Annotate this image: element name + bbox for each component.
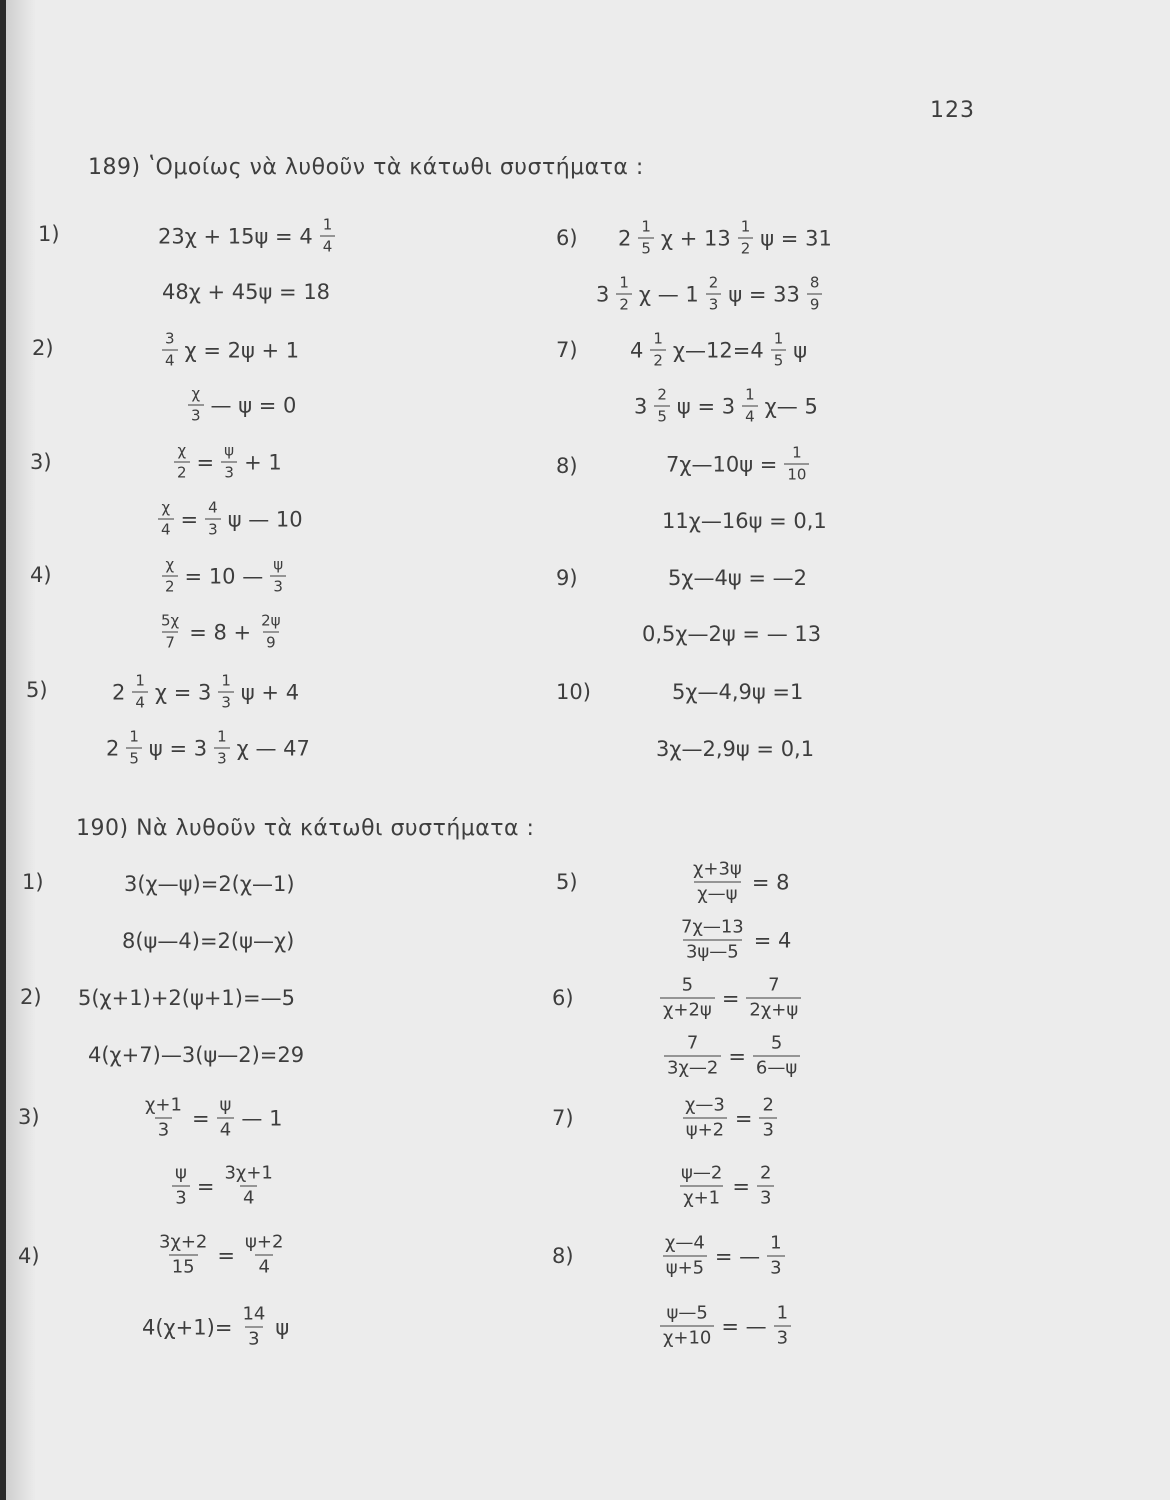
fraction-denominator: 4 [132, 692, 148, 711]
fraction-denominator: 9 [807, 294, 823, 313]
fraction [807, 273, 823, 314]
equation-text: 11χ—16ψ = 0,1 [662, 509, 827, 533]
fraction-numerator: 1 [773, 329, 784, 348]
fraction-denominator: 3 [218, 692, 234, 711]
equation-text: 0,5χ—2ψ = — 13 [642, 622, 822, 646]
fraction [188, 384, 204, 425]
equation-189-2-b [186, 384, 297, 425]
fraction [753, 1032, 800, 1079]
fraction [270, 555, 286, 596]
fraction [767, 1232, 784, 1279]
problem-label-189-8: 8) [556, 454, 578, 478]
equation-190-4-b [142, 1303, 290, 1350]
fraction-numerator: 7 [768, 974, 780, 996]
equation-189-2-a [160, 329, 300, 370]
equation-text: 7χ—10ψ = [666, 452, 778, 476]
equation-text: 4(χ+1)= [142, 1315, 233, 1339]
fraction-denominator: χ+10 [660, 1326, 714, 1348]
fraction-denominator: 4 [255, 1255, 272, 1277]
equation-190-2-a [78, 986, 295, 1010]
equation-189-1-b [162, 280, 330, 304]
fraction-numerator: ψ—5 [666, 1302, 708, 1324]
fraction-denominator: 5 [771, 350, 787, 369]
equation-text: = [180, 507, 199, 531]
equation-text: 3χ—2,9ψ = 0,1 [656, 737, 815, 761]
problem-label-189-2: 2) [32, 336, 54, 360]
fraction [660, 974, 715, 1021]
problem-label-189-10: 10) [556, 680, 591, 704]
fraction [774, 1302, 791, 1349]
fraction-numerator: χ+1 [145, 1094, 182, 1116]
fraction-numerator: ψ—2 [681, 1162, 723, 1184]
fraction-denominator: 7 [162, 632, 178, 651]
equation-text: = 4 [753, 928, 792, 952]
fraction-denominator: χ—ψ [694, 882, 740, 904]
fraction [221, 441, 237, 482]
fraction [616, 273, 632, 314]
equation-text: — 1 [241, 1106, 283, 1130]
page-shade [6, 0, 36, 1500]
fraction-numerator: χ—3 [685, 1094, 725, 1116]
equation-190-8-b [658, 1302, 793, 1349]
fraction [662, 1232, 708, 1279]
fraction [142, 1094, 185, 1141]
equation-190-7-a [680, 1094, 779, 1141]
equation-text: 4 [630, 338, 644, 362]
equation-189-8-b [662, 509, 827, 533]
fraction-numerator: 1 [653, 329, 663, 348]
fraction-numerator: χ+3ψ [693, 858, 742, 880]
fraction [205, 498, 221, 539]
equation-190-2-b [88, 1043, 304, 1067]
fraction-denominator: 5 [126, 748, 142, 767]
equation-189-3-b [156, 498, 303, 539]
equation-text: χ— 5 [764, 394, 818, 418]
fraction [218, 671, 234, 712]
fraction-numerator: 2 [708, 273, 719, 292]
fraction-denominator: 2 [616, 294, 632, 313]
fraction-numerator: χ [191, 384, 201, 403]
equation-text: χ — 47 [236, 736, 310, 760]
fraction-denominator: 4 [320, 236, 336, 255]
fraction-numerator: ψ [219, 1094, 232, 1116]
equation-189-1-a [158, 215, 337, 256]
fraction [771, 329, 787, 370]
fraction-denominator: 2 [162, 576, 178, 595]
fraction-denominator: 4 [217, 1118, 234, 1140]
fraction [678, 916, 747, 963]
equation-text: = 10 — [184, 564, 264, 588]
equation-text: = [196, 450, 215, 474]
fraction-numerator: 1 [770, 1232, 782, 1254]
equation-190-4-a [154, 1231, 288, 1278]
equation-text: ψ = 3 [676, 394, 736, 418]
fraction-numerator: χ [161, 498, 171, 517]
fraction-numerator: 1 [619, 273, 629, 292]
fraction-numerator: 14 [242, 1303, 266, 1325]
fraction [162, 329, 178, 370]
fraction-denominator: 3 [214, 748, 230, 767]
equation-text: + 1 [244, 450, 282, 474]
fraction-numerator: 1 [776, 1302, 789, 1324]
fraction [239, 1303, 268, 1350]
equation-190-7-b [676, 1162, 776, 1209]
fraction [638, 217, 654, 258]
equation-189-9-a [668, 566, 807, 590]
equation-text: = [734, 1106, 753, 1130]
fraction [320, 215, 336, 256]
fraction-denominator: 3 [155, 1118, 172, 1140]
fraction-numerator: 5 [770, 1032, 783, 1054]
equation-text: — ψ = 0 [210, 393, 297, 417]
fraction-numerator: 5 [681, 974, 694, 996]
equation-text: ψ [793, 338, 808, 362]
problem-label-189-1: 1) [38, 222, 60, 246]
fraction-numerator: χ [177, 441, 187, 460]
fraction-numerator: ψ [273, 555, 284, 574]
equation-189-7-b [634, 385, 818, 426]
fraction-denominator: 2 [650, 350, 666, 369]
fraction-numerator: 3 [165, 329, 175, 348]
equation-text: = [728, 1044, 746, 1068]
equation-189-5-b [106, 727, 310, 768]
fraction-numerator: 1 [135, 671, 145, 690]
equation-text: 2 [618, 226, 632, 250]
fraction [654, 385, 670, 426]
equation-text: 4(χ+7)—3(ψ—2)=29 [88, 1043, 305, 1067]
fraction-numerator: 1 [740, 217, 751, 236]
equation-text: 23χ + 15ψ = 4 [158, 224, 313, 248]
fraction-denominator: ψ+5 [663, 1256, 707, 1278]
fraction-denominator: 10 [784, 464, 809, 483]
equation-189-8-a [666, 443, 811, 484]
fraction [757, 1162, 774, 1209]
fraction-denominator: 3 [270, 576, 286, 595]
fraction [126, 727, 142, 768]
fraction [158, 611, 182, 652]
equation-text: ψ = 31 [760, 226, 832, 250]
problem-label-190-7: 7) [552, 1106, 574, 1130]
fraction-denominator: 3 [767, 1256, 784, 1278]
equation-189-10-b [656, 737, 814, 761]
problem-label-190-8: 8) [552, 1244, 574, 1268]
fraction-numerator: 1 [792, 443, 802, 462]
fraction-denominator: 3 [757, 1186, 774, 1208]
equation-text: = — [714, 1244, 761, 1268]
fraction-numerator: 1 [322, 215, 333, 234]
fraction-numerator: 1 [745, 385, 755, 404]
equation-text: ψ = 3 [148, 736, 208, 760]
problem-label-189-5: 5) [26, 678, 48, 702]
equation-190-1-b [122, 929, 294, 953]
equation-text: 5(χ+1)+2(ψ+1)=—5 [78, 986, 295, 1010]
equation-text: 3 [596, 282, 610, 306]
fraction-denominator: 15 [169, 1255, 198, 1277]
equation-text: 3(χ—ψ)=2(χ—1) [124, 872, 295, 896]
equation-190-6-a [658, 974, 803, 1021]
equation-189-9-b [642, 622, 821, 646]
problem-label-190-5: 5) [556, 870, 578, 894]
fraction-numerator: 1 [129, 727, 139, 746]
fraction [221, 1162, 275, 1209]
fraction-denominator: 3 [221, 462, 237, 481]
equation-text: 48χ + 45ψ = 18 [162, 280, 331, 304]
fraction [158, 498, 174, 539]
problem-label-189-9: 9) [556, 566, 578, 590]
fraction [706, 273, 722, 314]
fraction-denominator: 4 [742, 406, 758, 425]
fraction-denominator: 3 [172, 1186, 189, 1208]
fraction [162, 555, 178, 596]
fraction-denominator: 4 [240, 1186, 257, 1208]
fraction-denominator: 2 [738, 238, 754, 257]
section-189-heading: 189) ʽΟμοίως νὰ λυθοῦν τὰ κάτωθι συστήματα : [88, 155, 644, 180]
equation-text: = 8 + [189, 620, 252, 644]
problem-label-190-3: 3) [18, 1105, 40, 1129]
equation-text: ψ [275, 1315, 290, 1339]
equation-190-1-a [124, 872, 295, 896]
equation-190-8-a [660, 1232, 787, 1279]
fraction [742, 385, 758, 426]
equation-189-4-a [160, 555, 288, 596]
equation-text: 8(ψ—4)=2(ψ—χ) [122, 929, 295, 953]
fraction-denominator: ψ+2 [683, 1118, 727, 1140]
equation-text: = — [721, 1314, 767, 1338]
equation-text: 5χ—4,9ψ =1 [672, 680, 804, 704]
fraction [738, 217, 754, 258]
equation-190-3-b [170, 1162, 278, 1209]
fraction-denominator: 9 [263, 632, 279, 651]
fraction-denominator: 5 [638, 238, 654, 257]
equation-189-6-a [618, 217, 832, 258]
fraction-numerator: ψ+2 [245, 1231, 284, 1253]
fraction [174, 441, 190, 482]
equation-text: = [191, 1106, 210, 1130]
fraction-numerator: 2 [762, 1094, 774, 1116]
equation-text: χ = 2ψ + 1 [184, 338, 300, 362]
equation-text: χ—12=4 [672, 338, 764, 362]
fraction-denominator: 3χ—2 [664, 1056, 721, 1078]
problem-label-189-4: 4) [30, 563, 52, 587]
fraction [217, 1094, 235, 1141]
equation-189-3-a [172, 441, 282, 482]
fraction-denominator: 4 [162, 350, 178, 369]
fraction [746, 974, 801, 1021]
equation-text: ψ + 4 [240, 680, 300, 704]
fraction [172, 1162, 190, 1209]
fraction-numerator: 4 [208, 498, 218, 517]
fraction-denominator: χ+1 [680, 1186, 723, 1208]
fraction-denominator: 3ψ—5 [683, 940, 742, 962]
equation-text: = 8 [751, 870, 790, 894]
fraction-denominator: 2χ+ψ [746, 998, 801, 1020]
fraction [682, 1094, 728, 1141]
fraction-denominator: 3 [245, 1327, 262, 1349]
fraction-numerator: 2ψ [261, 611, 281, 630]
equation-text: = [721, 986, 740, 1010]
equation-190-6-b [662, 1032, 802, 1079]
fraction [156, 1231, 210, 1278]
fraction-numerator: 3χ+1 [224, 1162, 273, 1184]
fraction [664, 1032, 721, 1079]
fraction [650, 329, 666, 370]
equation-190-3-a [140, 1094, 283, 1141]
fraction-numerator: 1 [217, 727, 227, 746]
fraction-denominator: 2 [174, 462, 190, 481]
page-number: 123 [930, 98, 975, 123]
fraction-numerator: 7χ—13 [681, 916, 744, 938]
fraction-denominator: χ+2ψ [660, 998, 715, 1020]
equation-190-5-a [688, 858, 790, 905]
equation-189-10-a [672, 680, 803, 704]
fraction-numerator: 8 [809, 273, 820, 292]
fraction [678, 1162, 725, 1209]
equation-text: 2 [112, 680, 126, 704]
equation-text: ψ = 33 [728, 282, 800, 306]
equation-189-6-b [596, 273, 824, 314]
equation-text: 3 [634, 394, 648, 418]
fraction [242, 1231, 286, 1278]
fraction [759, 1094, 776, 1141]
equation-text: χ — 1 [638, 282, 699, 306]
equation-text: = [196, 1174, 215, 1198]
problem-label-189-3: 3) [30, 450, 52, 474]
equation-189-5-a [112, 671, 300, 712]
equation-text: = [217, 1243, 235, 1267]
fraction-denominator: 3 [774, 1326, 791, 1348]
fraction-numerator: 1 [641, 217, 651, 236]
fraction-denominator: 5 [654, 406, 670, 425]
section-190-heading: 190) Νὰ λυθοῦν τὰ κάτωθι συστήματα : [76, 816, 535, 841]
fraction-denominator: 3 [759, 1118, 776, 1140]
fraction-numerator: ψ [224, 441, 235, 460]
fraction-denominator: 3 [706, 294, 722, 313]
problem-label-189-7: 7) [556, 338, 578, 362]
equation-text: ψ — 10 [227, 507, 303, 531]
fraction-denominator: 3 [205, 519, 221, 538]
problem-label-190-6: 6) [552, 986, 574, 1010]
fraction [258, 611, 283, 652]
fraction-denominator: 3 [188, 405, 204, 424]
fraction-numerator: χ—4 [665, 1232, 705, 1254]
fraction-denominator: 4 [158, 519, 174, 538]
fraction-numerator: 2 [759, 1162, 772, 1184]
equation-189-4-b [156, 611, 286, 652]
problem-label-190-4: 4) [18, 1244, 40, 1268]
problem-label-189-6: 6) [556, 226, 578, 250]
equation-189-7-a [630, 329, 808, 370]
fraction-denominator: 6—ψ [753, 1056, 800, 1078]
fraction-numerator: 1 [221, 671, 231, 690]
problem-label-190-1: 1) [22, 870, 44, 894]
equation-text: 2 [106, 736, 120, 760]
fraction-numerator: 2 [657, 385, 667, 404]
fraction [660, 1302, 714, 1349]
equation-text: = [732, 1174, 750, 1198]
fraction [690, 858, 745, 905]
fraction-numerator: χ [165, 555, 175, 574]
fraction [214, 727, 230, 768]
fraction [784, 443, 809, 484]
fraction [132, 671, 148, 712]
fraction-numerator: 3χ+2 [159, 1231, 208, 1253]
equation-text: χ = 3 [154, 680, 212, 704]
equation-text: χ + 13 [660, 226, 731, 250]
equation-190-5-b [676, 916, 792, 963]
fraction-numerator: ψ [175, 1162, 187, 1184]
problem-label-190-2: 2) [20, 985, 42, 1009]
fraction-numerator: 7 [686, 1032, 699, 1054]
fraction-numerator: 5χ [161, 611, 180, 630]
equation-text: 5χ—4ψ = —2 [668, 566, 808, 590]
